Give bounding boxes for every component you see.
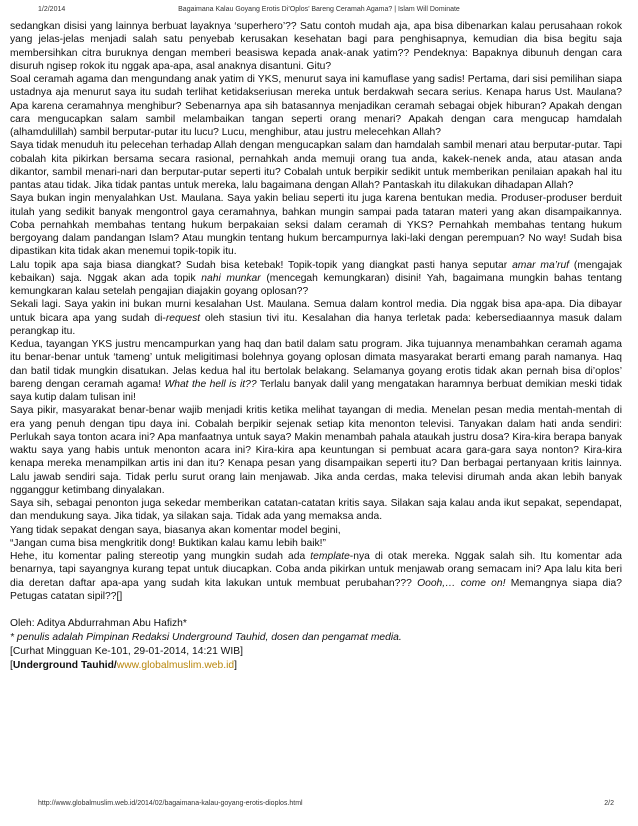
paragraph	[10, 259, 622, 299]
emphasis-template: template	[310, 551, 350, 562]
paragraph: Saya pikir, masyarakat benar-benar wajib menjadi kritis ketika melihat tayangan di media. Menelan pesan media mentah-mentah di era yang penuh dengan tipu daya ini. Cobalah berpikir sejenak setiap kita menonton televisi. Tanyakan dalam hati anda sendiri: Perlukah saya tonton acara ini? Apa manfaatnya untuk saya? Makin menambah pahala ataukah justru dosa? Kira-kira berapa banyak waktu saya yang habis untuk menonton acara ini? Kira-kira apa keuntungan si pembuat acara gara-gara saya nonton? Kira-kira kenapa mereka menampilkan artis ini dan itu? Kenapa pesan yang disampaikan seperti itu? Dan berbagai pertanyaan kritis lainnya. Lalu jawab sendiri saja. Tidak perlu surut orang lain menjawab. Jika anda cerdas, maka televisi dirumah anda akan lebih banyak ngganggur ketimbang dinyalakan.	[10, 405, 622, 496]
bracket-close: ]	[234, 660, 237, 671]
print-header	[0, 6, 638, 18]
text-run: Kedua, tayangan YKS justru mencampurkan yang haq dan batil dalam satu program. Jika tujuannya menambahkan ceramah agama itu benar-benar untuk ‘tameng’ untuk meligitimasi bolehnya goyang oplosan dimata masyarakat berarti emang parah namanya. Haq dan batil tidak mungkin disatukan. Jelas kedua hal itu bertolak belakang. Selamanya goyang erotis tidak akan pernah bisa di’oplos’ bareng dengan ceramah agama!	[10, 339, 622, 390]
paragraph: Saya sih, sebagai penonton juga sekedar memberikan catatan-catatan kritis saya. Silakan saja kalau anda ikut sepakat, sependapat, dan mendukung saya. Jika tidak, ya silakan saja. Tidak ada yang memaksa anda.	[10, 498, 622, 523]
paragraph: Saya tidak menuduh itu pelecehan terhadap Allah dengan mengucapkan salam dan hamdalah sambil menari atau berputar-putar. Tapi cobalah kita pikirkan bersama secara rasional, pernahkah anda memuji orang tua anda, kakek-nenek anda, atau atasan anda dikantor, sambil menari-nari dan berputar-putar seperti itu? Cobalah untuk berpikir sedikit untuk memberikan penilaian apakah hal itu pantas atau tidak. Jika tidak pantas untuk mereka, lalu bagaimana dengan Allah? Pantaskah itu dilakukan dihadapan Allah?	[10, 140, 622, 191]
text-run: Hehe, itu komentar paling stereotip yang mungkin sudah ada	[10, 551, 311, 562]
article-body	[10, 20, 622, 673]
paragraph: Saya bukan ingin menyalahkan Ust. Maulana. Saya yakin beliau seperti itu juga karena bentukan media. Produser-produser berduit itulah yang sedikit banyak mengontrol gaya ceramahnya, bahkan mungin sampai pada tataran materi yang akan disampaikannya. Coba pernahkah membahas tentang hukum berpakaian seksi dalam ceramah di YKS? Pernahkah membahas tentang hukum bergoyang dalam pandangan Islam? Atau mungkin tentang hukum bercampurnya laki-laki dengan perempuan? No way! Sudah bisa dipastikan kita tidak akan menemui topik-topik itu.	[10, 193, 622, 258]
text-run: oleh stasiun tivi itu. Kesalahan dia hanya terletak pada: kebersediaannya masuk dalam perangkap itu.	[10, 312, 622, 337]
site-line	[10, 659, 622, 673]
paragraph	[10, 338, 622, 404]
emphasis-nahi-munkar: nahi munkar	[201, 272, 261, 284]
paragraph: “Jangan cuma bisa mengkritik dong! Buktikan kalau kamu lebih baik!”	[10, 537, 326, 549]
bracket-open: [	[10, 660, 13, 671]
source-line: [Curhat Mingguan Ke-101, 29-01-2014, 14:21 WIB]	[10, 646, 243, 657]
paragraph: sedangkan disisi yang lainnya berbuat layaknya ‘superhero’?? Satu contoh mudah aja, apa bisa dibenarkan kalau perusahaan rokok yang jelas-jelas menjadi salah satu penyebab kerusakan kesehatan bagi para penghisapnya, kemudian dia bisa begitu saja membersihkan citra buruknya dengan memberi beasiswa kepada anak-anak yatim?? Pendeknya: Bapaknya dibunuh dengan cara disuruh ngisep rokok itu nggak apa-apa, asal anaknya disantuni. Gitu?	[10, 21, 622, 72]
text-run: (mencegah kemungkaran) disini! Yah, bagaimana mungkin bahas tentang kemungkaran kalau setelah pengajian diajakin goyang oplosan??	[10, 272, 623, 297]
page-url: http://www.globalmuslim.web.id/2014/02/bagaimana-kalau-goyang-erotis-dioplos.html	[38, 800, 303, 807]
paragraph: Soal ceramah agama dan mengundang anak yatim di YKS, menurut saya ini kamuflase yang sadis! Pertama, dari sisi pemilihan siapa ustadnya aja menurut saya itu sudah terlihat ketidakseriusan mereka untuk berdakwah secara serius. Kenapa harus Ust. Maulana? Apa karena ceramahnya menghibur? Sebenarnya apa sih batasannya menjadikan ceramah sebagai objek hiburan? Apakah dengan cara mengucapkan salam sambil melambaikan tangan seperti orang menari? Apakah dengan cara mengucap hamdalah (alhamdulillah) sambil berputar-putar itu lucu? Lucu, menghibur, atau justru melecehkan Allah?	[10, 74, 622, 138]
paragraph: Yang tidak sepakat dengan saya, biasanya akan komentar model begini,	[10, 524, 341, 536]
text-run: Sekali lagi. Saya yakin ini bukan murni kesalahan Ust. Maulana. Semua dalam kontrol media. Dia nggak bisa apa-apa. Dia dibayar untuk bicara apa yang sudah di-	[10, 299, 622, 324]
site-name: Underground Tauhid/	[12, 660, 117, 671]
paragraph	[10, 550, 622, 603]
print-footer	[0, 800, 638, 812]
page-title: Bagaimana Kalau Goyang Erotis Di’Oplos’ Bareng Ceramah Agama? | Islam Will Dominate	[178, 6, 460, 13]
emphasis-request: request	[165, 312, 201, 324]
author-note	[10, 631, 622, 645]
text-run: Lalu topik apa saja biasa diangkat? Sudah bisa ketebak! Topik-topik yang diangkat pasti hanya seputar	[10, 259, 513, 271]
emphasis-amar-maruf: amar ma’ruf	[512, 259, 570, 271]
emphasis-what-the-hell: What the hell is it??	[164, 378, 257, 390]
author-line: Oleh: Aditya Abdurrahman Abu Hafizh*	[10, 618, 187, 629]
text-run: (mengajak kebaikan) saja. Nggak akan ada topik	[10, 259, 623, 284]
author-note-text: * penulis adalah Pimpinan Redaksi Underground Tauhid, dosen dan pengamat media.	[10, 632, 402, 643]
text-run: Terlalu banyak dalil yang mengatakan haramnya berbuat demikian meski tidak saya kutip dalam tulisan ini!	[10, 378, 622, 403]
site-link[interactable]: www.globalmuslim.web.id	[116, 660, 235, 671]
emphasis-come-on: Oooh,… come on!	[417, 577, 506, 589]
spacer	[10, 603, 622, 617]
page-number: 2/2	[604, 800, 614, 807]
article-credit	[10, 617, 622, 673]
text-run: Memangnya siapa dia? Petugas catatan sipil??[]	[10, 577, 622, 602]
paragraph	[10, 298, 622, 338]
print-date: 1/2/2014	[38, 6, 66, 13]
text-run: -nya di otak mereka. Nggak salah sih. Itu komentar ada benarnya, tapi sayangnya kurang tepat untuk diucapkan. Coba anda pikirkan untuk menjawab orang semacam ini? Apa lalu kita beri dia deretan daftar apa-apa yang sudah kita lakukan untuk membuat perubahan???	[10, 551, 623, 589]
